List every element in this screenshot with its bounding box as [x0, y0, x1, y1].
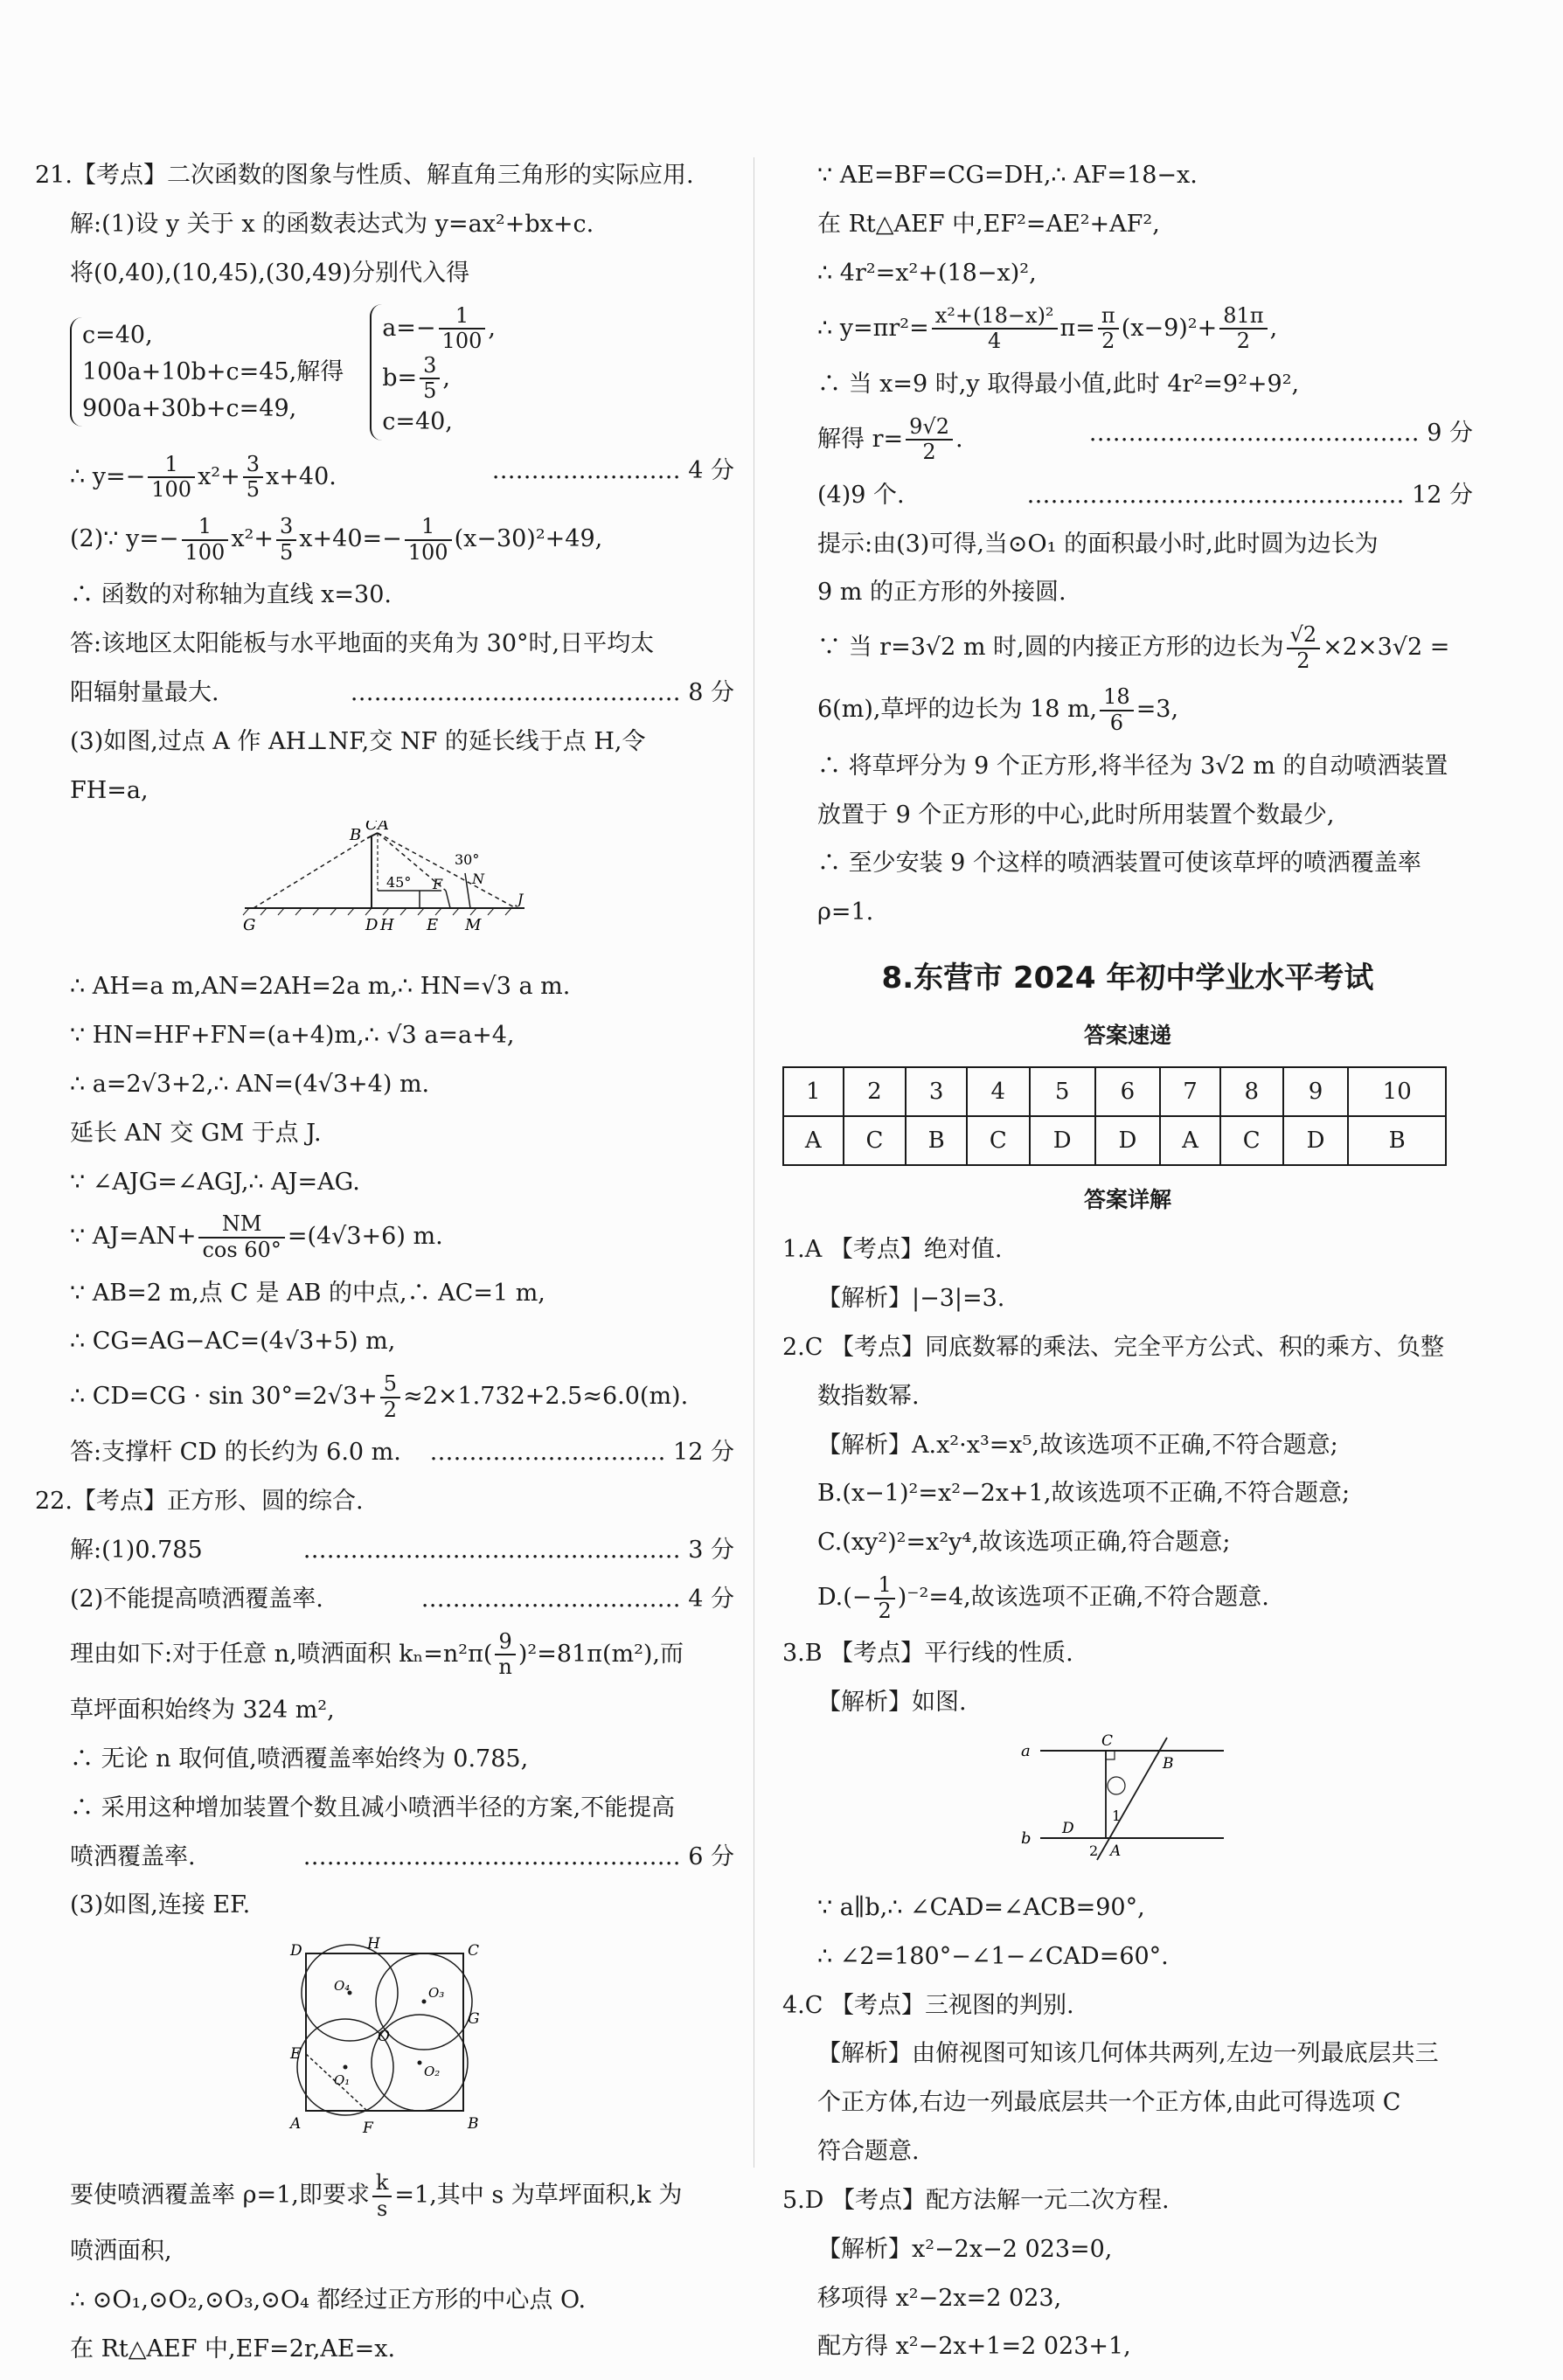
- q21-line: ∴ 函数的对称轴为直线 x=30.: [70, 581, 392, 609]
- q22-line: 喷洒覆盖率. ………………………………………… 6 分: [35, 1839, 734, 1876]
- answer-5-topic: 5.D 【考点】配方法解一元二次方程.: [782, 2186, 1170, 2214]
- q22-cont-line: 6(m),草坪的边长为 18 m, $\frac{18}{6}$ =3,: [817, 684, 1179, 736]
- label-N: N: [472, 871, 484, 888]
- label-D: D: [290, 1942, 302, 1960]
- label-B: B: [1163, 1755, 1174, 1773]
- answer-4-solution: 符合题意.: [817, 2138, 920, 2166]
- answer-table-answers: [783, 1116, 1446, 1165]
- label-b: b: [1021, 1829, 1032, 1848]
- q22-line: 草坪面积始终为 324 m²,: [70, 1697, 335, 1724]
- answer-cell: C: [844, 1116, 907, 1165]
- q22-cont-line: 放置于 9 个正方形的中心,此时所用装置个数最少,: [817, 801, 1335, 829]
- solution-c: c=40,: [382, 407, 453, 435]
- q21-line: (2)∵ y=− $\frac{1}{100}$ x²+ $\frac{3}{5}$ x+40=− $\frac{1}{100}$ (x−30)²+49,: [70, 513, 603, 565]
- system-left: [70, 317, 344, 427]
- label-O3: O₃: [428, 1985, 445, 2002]
- label-C: C: [365, 821, 378, 835]
- q22-cont-line: 提示:由(3)可得,当⊙O₁ 的面积最小时,此时圆为边长为: [817, 530, 1379, 558]
- q22-cont-line: ∴ 当 x=9 时,y 取得最小值,此时 4r²=9²+9²,: [817, 370, 1300, 398]
- q21-line: (3)如图,过点 A 作 AH⊥NF,交 NF 的延长线于点 H,令: [70, 727, 646, 755]
- question-number: 5: [1030, 1067, 1095, 1116]
- answer-table: [782, 1066, 1447, 1166]
- parallel-lines-diagram: [1014, 1733, 1241, 1864]
- score: …………………………………… 9 分: [1088, 419, 1473, 447]
- label-a: a: [1021, 1742, 1031, 1760]
- answer-3-line: ∴ ∠2=180°−∠1−∠CAD=60°.: [817, 1942, 1169, 1970]
- solution-b: b= $\frac{3}{5}$ ,: [382, 352, 450, 404]
- q22-line: (3)如图,连接 EF.: [70, 1891, 251, 1919]
- figure-parallel-lines: [782, 1733, 1473, 1876]
- question-number: 4: [967, 1067, 1030, 1116]
- score: ………………………………………… 12 分: [1026, 481, 1473, 509]
- answer-cell: C: [1220, 1116, 1283, 1165]
- q21-line: 将(0,40),(10,45),(30,49)分别代入得: [70, 259, 470, 287]
- question-number: 8: [1220, 1067, 1283, 1116]
- question-number: 9: [1283, 1067, 1349, 1116]
- answer-4-topic: 4.C 【考点】三视图的判别.: [782, 1991, 1074, 2019]
- q21-line: ∵ HN=HF+FN=(a+4)m,∴ √3 a=a+4,: [70, 1022, 515, 1050]
- score: …………………………………… 8 分: [350, 678, 734, 706]
- score: ………………………………………… 6 分: [302, 1842, 734, 1870]
- q21-line: ∵ ∠AJG=∠AGJ,∴ AJ=AG.: [70, 1168, 360, 1196]
- answer-cell: B: [1348, 1116, 1446, 1165]
- angle-45: 45°: [386, 874, 412, 892]
- q21-line: 答:该地区太阳能板与水平地面的夹角为 30°时,日平均太: [70, 629, 655, 657]
- answer-5-solution: 移项得 x²−2x=2 023,: [817, 2284, 1062, 2312]
- angle-30: 30°: [455, 851, 480, 869]
- q22-line: 在 Rt△AEF 中,EF=2r,AE=x.: [70, 2335, 396, 2363]
- q21-line: ∴ AH=a m,AN=2AH=2a m,∴ HN=√3 a m.: [70, 973, 571, 1001]
- answer-2-topic-cont: 数指数幂.: [817, 1382, 920, 1410]
- system-eq-1: c=40,: [82, 321, 153, 349]
- q22-line: 要使喷洒覆盖率 ρ=1,即要求 $\frac{k}{s}$ =1,其中 s 为草坪面积,k 为: [70, 2170, 683, 2221]
- answer-5-solution: 配方得 x²−2x+1=2 023+1,: [817, 2333, 1131, 2361]
- label-O2: O₂: [424, 2064, 441, 2080]
- label-F: F: [363, 2120, 373, 2138]
- q21-line: ∴ a=2√3+2,∴ AN=(4√3+4) m.: [70, 1070, 430, 1098]
- left-column: [35, 157, 734, 2380]
- q22-cont-line: ∵ 当 r=3√2 m 时,圆的内接正方形的边长为 $\frac{√2}{2}$ ×2×3√2 =: [817, 622, 1450, 673]
- answer-cell: D: [1030, 1116, 1095, 1165]
- label-E: E: [290, 2045, 302, 2064]
- label-H: H: [380, 916, 394, 935]
- q21-line: ∵ AB=2 m,点 C 是 AB 的中点,∴ AC=1 m,: [70, 1279, 545, 1307]
- label-C: C: [1101, 1733, 1114, 1750]
- solar-panel-diagram: [236, 821, 533, 943]
- q22-cont-line: ∴ 将草坪分为 9 个正方形,将半径为 3√2 m 的自动喷洒装置: [817, 752, 1448, 780]
- q21-heading: 21.【考点】二次函数的图象与性质、解直角三角形的实际应用.: [35, 162, 694, 189]
- answer-cell: A: [1160, 1116, 1220, 1165]
- label-D: D: [1062, 1820, 1074, 1837]
- label-A: A: [378, 821, 389, 835]
- label-H: H: [367, 1936, 380, 1953]
- answer-4-solution: 个正方体,右边一列最底层共一个正方体,由此可得选项 C: [817, 2089, 1401, 2117]
- q21-line: 延长 AN 交 GM 于点 J.: [70, 1119, 322, 1147]
- answer-2-option-b: B.(x−1)²=x²−2x+1,故该选项不正确,不符合题意;: [817, 1480, 1351, 1508]
- answer-4-solution: 【解析】由俯视图可知该几何体共两列,左边一列最底层共三: [817, 2040, 1439, 2068]
- q21-line: 答:支撑杆 CD 的长约为 6.0 m. ………………………… 12 分: [35, 1434, 734, 1471]
- equation-system: [35, 304, 734, 441]
- q22-line: 解:(1)0.785 ………………………………………… 3 分: [35, 1532, 734, 1569]
- label-E: E: [427, 916, 439, 935]
- score: ………………………… 12 分: [429, 1439, 734, 1467]
- answer-1-topic: 1.A 【考点】绝对值.: [782, 1236, 1003, 1264]
- q21-line: 解:(1)设 y 关于 x 的函数表达式为 y=ax²+bx+c.: [70, 210, 594, 238]
- system-solution: [370, 304, 496, 441]
- q22-cont-line: ∴ 4r²=x²+(18−x)²,: [817, 259, 1037, 287]
- q22-line: 喷洒面积,: [70, 2238, 172, 2266]
- right-column: [782, 157, 1473, 2377]
- q22-cont-line: 在 Rt△AEF 中,EF²=AE²+AF²,: [817, 210, 1160, 238]
- angle-2: 2: [1089, 1842, 1099, 1859]
- q21-result-1: ∴ y=− $\frac{1}{100}$ x²+ $\frac{3}{5}$ x+40. …………………… 4 分: [70, 451, 734, 503]
- solution-a: a=− $\frac{1}{100}$ ,: [382, 302, 496, 354]
- q21-line: FH=a,: [70, 776, 149, 804]
- label-F: F: [433, 876, 443, 893]
- q22-line: (2)不能提高喷洒覆盖率. …………………………… 4 分: [35, 1581, 734, 1618]
- q21-line: ∴ CD=CG · sin 30°=2√3+ $\frac{5}{2}$ ≈2×1.732+2.5≈6.0(m).: [70, 1371, 689, 1422]
- answer-3-topic: 3.B 【考点】平行线的性质.: [782, 1640, 1073, 1668]
- detailed-answer-heading: 答案详解: [1083, 1187, 1171, 1213]
- label-D: D: [365, 916, 379, 935]
- answer-3-solution: 【解析】如图.: [817, 1689, 967, 1717]
- answer-2-option-a: 【解析】A.x²·x³=x⁵,故该选项不正确,不符合题意;: [817, 1431, 1338, 1459]
- question-number: 6: [1095, 1067, 1161, 1116]
- label-O4: O₄: [334, 1978, 351, 1995]
- question-number: 10: [1348, 1067, 1446, 1116]
- answer-2-topic: 2.C 【考点】同底数幂的乘法、完全平方公式、积的乘方、负整: [782, 1333, 1445, 1361]
- section-title: 8.东营市 2024 年初中学业水平考试: [881, 961, 1374, 996]
- system-eq-3: 900a+30b+c=49,: [82, 394, 297, 422]
- question-number: 3: [906, 1067, 966, 1116]
- answer-5-solution: 【解析】x²−2x−2 023=0,: [817, 2235, 1113, 2263]
- quick-answer-heading: 答案速递: [1083, 1022, 1171, 1048]
- score: ………………………………………… 3 分: [302, 1537, 734, 1565]
- answer-1-solution: 【解析】|−3|=3.: [817, 1285, 1005, 1313]
- label-O: O: [378, 2028, 390, 2046]
- label-B: B: [350, 826, 362, 845]
- question-number: 7: [1160, 1067, 1220, 1116]
- circles-diagram: [271, 1936, 498, 2146]
- q22-line: ∴ 采用这种增加装置个数且减小喷洒半径的方案,不能提高: [70, 1794, 676, 1821]
- label-M: M: [465, 916, 482, 935]
- label-A: A: [1110, 1842, 1122, 1860]
- answer-cell: D: [1095, 1116, 1161, 1165]
- q22-heading: 22.【考点】正方形、圆的综合.: [35, 1488, 364, 1516]
- label-J: J: [518, 891, 524, 908]
- q22-cont-line: 解得 r= $\frac{9√2}{2}$ . …………………………………… 9 分: [817, 413, 1473, 465]
- q22-cont-line: ∴ y=πr²= $\frac{\text{x²+(18−x)²}}{4}$ π= $\frac{\pi}{2}$ (x−9)²+ $\frac{81\pi}{2}$ ,: [817, 302, 1278, 354]
- label-G: G: [243, 916, 256, 935]
- answer-cell: A: [783, 1116, 844, 1165]
- q22-cont-line: ∴ 至少安装 9 个这样的喷洒装置可使该草坪的喷洒覆盖率: [817, 850, 1421, 878]
- score: …………………… 4 分: [491, 456, 734, 484]
- answer-table-numbers: [783, 1067, 1446, 1116]
- figure-solar-panel: [35, 821, 734, 954]
- score: …………………………… 4 分: [420, 1586, 734, 1613]
- angle-1: 1: [1112, 1808, 1122, 1824]
- answer-cell: C: [967, 1116, 1030, 1165]
- answer-cell: D: [1283, 1116, 1349, 1165]
- q22-line: 理由如下:对于任意 n,喷洒面积 kₙ=n²π( $\frac{9}{n}$ )²=81π(m²),而: [70, 1628, 684, 1680]
- figure-sprinkler-circles: [35, 1936, 734, 2157]
- q22-line: ∴ ⊙O₁,⊙O₂,⊙O₃,⊙O₄ 都经过正方形的中心点 O.: [70, 2286, 587, 2314]
- label-B: B: [468, 2115, 479, 2134]
- q22-cont-line: 9 m 的正方形的外接圆.: [817, 579, 1066, 607]
- answer-2-option-c: C.(xy²)²=x²y⁴,故该选项正确,符合题意;: [817, 1529, 1231, 1557]
- q21-line: ∵ AJ=AN+ $\frac{NM}{\cos 60^\circ}$ =(4√3+6) m.: [70, 1211, 443, 1262]
- q22-cont-line: ∵ AE=BF=CG=DH,∴ AF=18−x.: [817, 162, 1198, 189]
- system-eq-2: 100a+10b+c=45,解得: [82, 357, 344, 385]
- question-number: 1: [783, 1067, 844, 1116]
- answer-3-line: ∵ a∥b,∴ ∠CAD=∠ACB=90°,: [817, 1893, 1145, 1921]
- label-O1: O₁: [334, 2072, 351, 2089]
- label-A: A: [290, 2115, 302, 2134]
- q22-line: ∴ 无论 n 取何值,喷洒覆盖率始终为 0.785,: [70, 1745, 529, 1773]
- q22-cont-line: (4)9 个. ………………………………………… 12 分: [782, 477, 1473, 514]
- question-number: 2: [844, 1067, 907, 1116]
- label-G: G: [468, 2010, 480, 2029]
- answer-2-option-d: D.(− $\frac{1}{2}$ )⁻²=4,故该选项不正确,不符合题意.: [817, 1572, 1269, 1623]
- label-C: C: [468, 1942, 480, 1960]
- q21-line: ∴ CG=AG−AC=(4√3+5) m,: [70, 1328, 396, 1356]
- answer-cell: B: [906, 1116, 966, 1165]
- q21-line: 阳辐射量最大. …………………………………… 8 分: [35, 675, 734, 711]
- q22-cont-line: ρ=1.: [817, 899, 874, 926]
